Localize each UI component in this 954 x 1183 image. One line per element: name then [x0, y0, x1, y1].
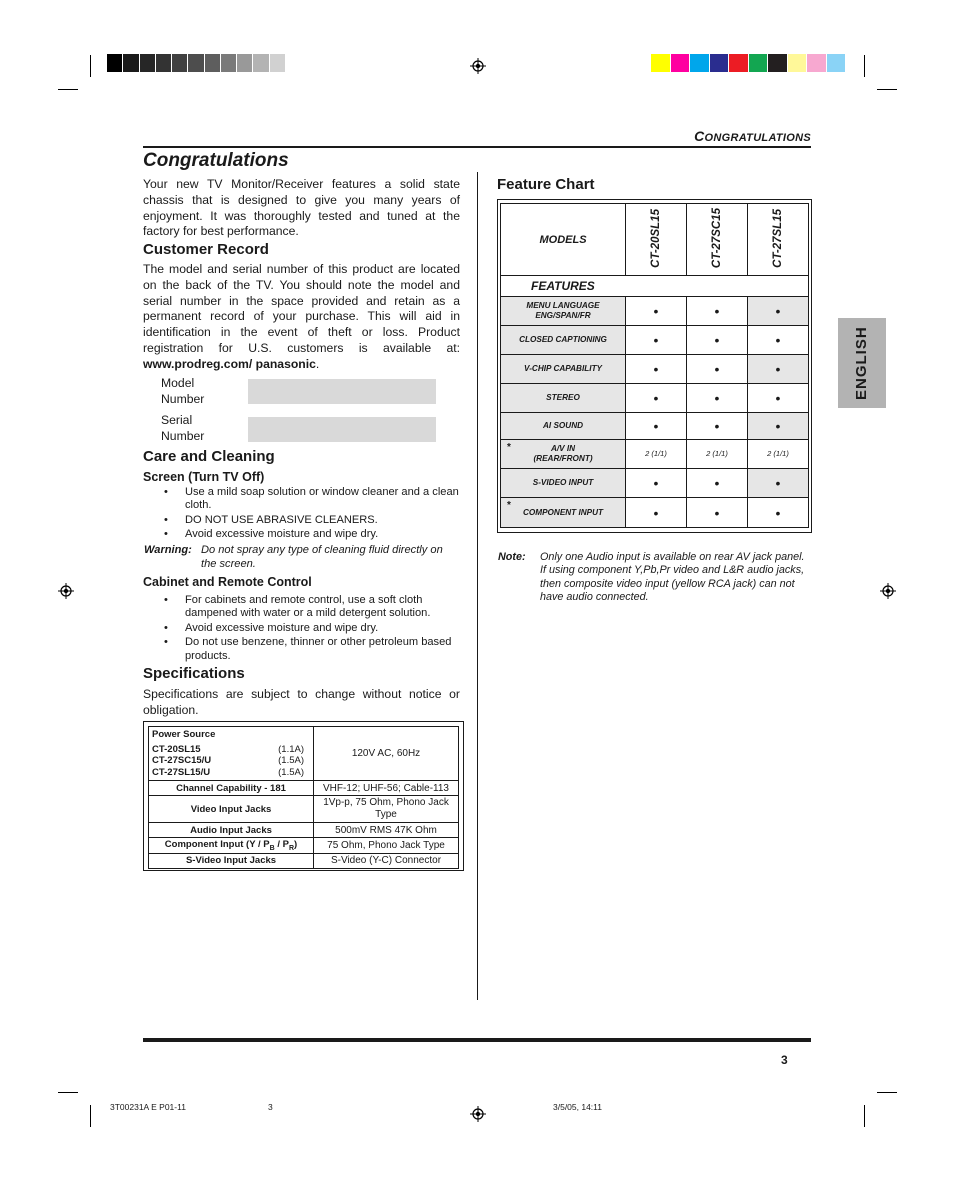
spec-value: S-Video (Y-C) Connector [314, 853, 459, 868]
power-source-value: 120V AC, 60Hz [314, 727, 459, 781]
color-swatch [749, 54, 768, 72]
feature-value: • [626, 384, 687, 413]
color-swatch [221, 54, 236, 72]
feature-value: • [687, 326, 748, 355]
list-item: • Avoid excessive moisture and wipe dry. [143, 622, 461, 635]
page-title: Congratulations [143, 150, 289, 171]
model-amp: (1.5A) [278, 755, 304, 766]
language-tab-label: ENGLISH [853, 326, 870, 400]
features-header: FEATURES [501, 276, 809, 297]
running-head: CONGRATULATIONS [694, 128, 811, 144]
crop-mark [864, 55, 865, 77]
color-swatch [156, 54, 171, 72]
note-text: Only one Audio input is available on rear AV jack panel. If using component Y,Pb,Pr video and L&R audio jacks, then composite video input (yellow RCA jack) can not have audio connected. [540, 551, 805, 604]
registration-link[interactable]: www.prodreg.com/ panasonic [143, 356, 316, 371]
model-amperage-list [152, 744, 310, 779]
table-row [149, 823, 459, 838]
spec-label: Channel Capability - 181 [149, 781, 314, 796]
model-number-label: Model Number [161, 376, 205, 406]
feature-value: • [626, 297, 687, 326]
model-number-field[interactable] [248, 379, 436, 404]
color-swatch [710, 54, 729, 72]
spec-value: 1Vp-p, 75 Ohm, Phono Jack Type [314, 796, 459, 823]
model-column-header: CT-27SC15 [687, 204, 748, 276]
feature-label: S-VIDEO INPUT [501, 469, 626, 498]
model-name: CT-20SL15 [152, 743, 201, 755]
spec-label: Component Input $(Y / P_B / P_R)$ [149, 838, 314, 854]
spec-label: Video Input Jacks [149, 796, 314, 823]
table-row [149, 781, 459, 796]
color-swatch [827, 54, 846, 72]
list-item: • Do not use benzene, thinner or other petroleum based products. [143, 636, 461, 663]
slug-mid: 3 [268, 1102, 273, 1112]
model-column-header: CT-27SL15 [748, 204, 809, 276]
list-item: • DO NOT USE ABRASIVE CLEANERS. [143, 514, 461, 527]
serial-number-label: Serial Number [161, 413, 205, 443]
feature-value: • [687, 469, 748, 498]
feature-value: • [687, 413, 748, 440]
crop-mark [90, 1105, 91, 1127]
footer-rule [143, 1038, 811, 1042]
feature-value: • [626, 413, 687, 440]
serial-number-field[interactable] [248, 417, 436, 442]
feature-label: MENU LANGUAGE ENG/SPAN/FR [501, 297, 626, 326]
color-swatch [123, 54, 138, 72]
color-swatch [140, 54, 155, 72]
crop-mark [864, 1105, 865, 1127]
spec-label: Audio Input Jacks [149, 823, 314, 838]
specifications-table [148, 726, 459, 869]
table-row [149, 838, 459, 854]
specifications-paragraph: Specifications are subject to change without notice or obligation. [143, 687, 460, 717]
models-header: MODELS [501, 204, 626, 276]
customer-record-paragraph: The model and serial number of this product are located on the back of the TV. You should note the model and serial number in the space provided and retain as a permanent record of your purchase. This will aid in identification in the event of theft or loss. Product registration for U.S. customers is available at: www.prodreg.com/ panasonic. [143, 262, 460, 371]
color-swatch [237, 54, 252, 72]
feature-label: * COMPONENT INPUT [501, 498, 626, 528]
crop-mark [877, 89, 897, 90]
table-row [501, 276, 809, 297]
color-swatch [807, 54, 826, 72]
feature-value: • [626, 469, 687, 498]
color-swatch [729, 54, 748, 72]
color-swatch [205, 54, 220, 72]
table-row [501, 326, 809, 355]
table-row [149, 796, 459, 823]
color-swatch [188, 54, 203, 72]
color-bar [651, 54, 846, 72]
feature-label: * A/V IN (REAR/FRONT) [501, 440, 626, 469]
feature-value: • [687, 498, 748, 528]
warning-text: Do not spray any type of cleaning fluid directly on the screen. [201, 544, 443, 570]
feature-label: AI SOUND [501, 413, 626, 440]
color-swatch [253, 54, 268, 72]
spec-value: 500mV RMS 47K Ohm [314, 823, 459, 838]
model-name: CT-27SC15/U [152, 755, 212, 766]
feature-value: 2 (1/1) [687, 440, 748, 469]
feature-value: • [748, 297, 809, 326]
slug-right: 3/5/05, 14:11 [553, 1102, 602, 1112]
feature-value: • [748, 326, 809, 355]
gray-ramp [107, 54, 302, 72]
care-heading: Care and Cleaning [143, 448, 275, 465]
slug-left: 3T00231A E P01-11 [110, 1102, 186, 1112]
table-row [501, 355, 809, 384]
model-name: CT-27SL15/U [152, 766, 211, 778]
column-divider [477, 172, 478, 1000]
model-column-header: CT-20SL15 [626, 204, 687, 276]
specifications-table-frame [143, 721, 464, 871]
page-number: 3 [781, 1053, 788, 1067]
crop-mark [90, 55, 91, 77]
cabinet-subheading: Cabinet and Remote Control [143, 575, 312, 589]
feature-value: • [687, 384, 748, 413]
color-swatch [107, 54, 122, 72]
language-tab[interactable] [838, 318, 886, 408]
feature-chart-heading: Feature Chart [497, 176, 595, 193]
power-source-cell [149, 727, 314, 781]
feature-value: • [748, 413, 809, 440]
feature-value: • [626, 498, 687, 528]
color-swatch [690, 54, 709, 72]
intro-paragraph: Your new TV Monitor/Receiver features a solid state chassis that is designed to give you many years of enjoyment. It was thoroughly tested and tuned at the factory for best performance. [143, 177, 460, 239]
table-row [149, 853, 459, 868]
table-row [501, 413, 809, 440]
color-swatch [286, 54, 301, 72]
table-row [501, 384, 809, 413]
color-swatch [671, 54, 690, 72]
note-label: Note: [498, 551, 526, 563]
crop-mark [58, 1092, 78, 1093]
spec-value: VHF-12; UHF-56; Cable-113 [314, 781, 459, 796]
feature-label: CLOSED CAPTIONING [501, 326, 626, 355]
power-source-label: Power Source [152, 729, 216, 740]
feature-chart-frame [497, 199, 812, 533]
spec-value: 75 Ohm, Phono Jack Type [314, 838, 459, 854]
cabinet-care-list [143, 594, 461, 664]
list-item: • For cabinets and remote control, use a soft cloth dampened with water or a mild detergent solution. [143, 594, 461, 621]
feature-value: • [748, 384, 809, 413]
warning-label: Warning: [144, 544, 192, 556]
registration-mark-icon [58, 583, 74, 599]
header-rule [143, 146, 811, 148]
screen-care-list [143, 486, 461, 543]
feature-value: • [748, 355, 809, 384]
customer-record-heading: Customer Record [143, 241, 269, 258]
model-amp: (1.5A) [278, 766, 304, 778]
registration-mark-icon [470, 1106, 486, 1122]
color-swatch [172, 54, 187, 72]
table-row [501, 297, 809, 326]
model-amp: (1.1A) [278, 743, 304, 755]
color-swatch [768, 54, 787, 72]
list-item: • Use a mild soap solution or window cleaner and a clean cloth. [143, 486, 461, 513]
feature-value: 2 (1/1) [748, 440, 809, 469]
feature-value: • [626, 355, 687, 384]
color-swatch [651, 54, 670, 72]
color-swatch [270, 54, 285, 72]
feature-value: • [687, 297, 748, 326]
screen-subheading: Screen (Turn TV Off) [143, 470, 265, 484]
feature-value: • [687, 355, 748, 384]
table-row [501, 469, 809, 498]
feature-value: • [748, 498, 809, 528]
registration-mark-icon [880, 583, 896, 599]
feature-chart-table [500, 203, 809, 528]
feature-value: • [748, 469, 809, 498]
feature-label: STEREO [501, 384, 626, 413]
specifications-heading: Specifications [143, 665, 245, 682]
crop-mark [877, 1092, 897, 1093]
table-row [501, 498, 809, 528]
spec-label: S-Video Input Jacks [149, 853, 314, 868]
feature-label: V-CHIP CAPABILITY [501, 355, 626, 384]
table-row [149, 727, 459, 781]
table-row [501, 204, 809, 276]
crop-mark [58, 89, 78, 90]
list-item: • Avoid excessive moisture and wipe dry. [143, 528, 461, 541]
registration-mark-icon [470, 58, 486, 74]
color-swatch [788, 54, 807, 72]
feature-value: 2 (1/1) [626, 440, 687, 469]
feature-value: • [626, 326, 687, 355]
table-row [501, 440, 809, 469]
